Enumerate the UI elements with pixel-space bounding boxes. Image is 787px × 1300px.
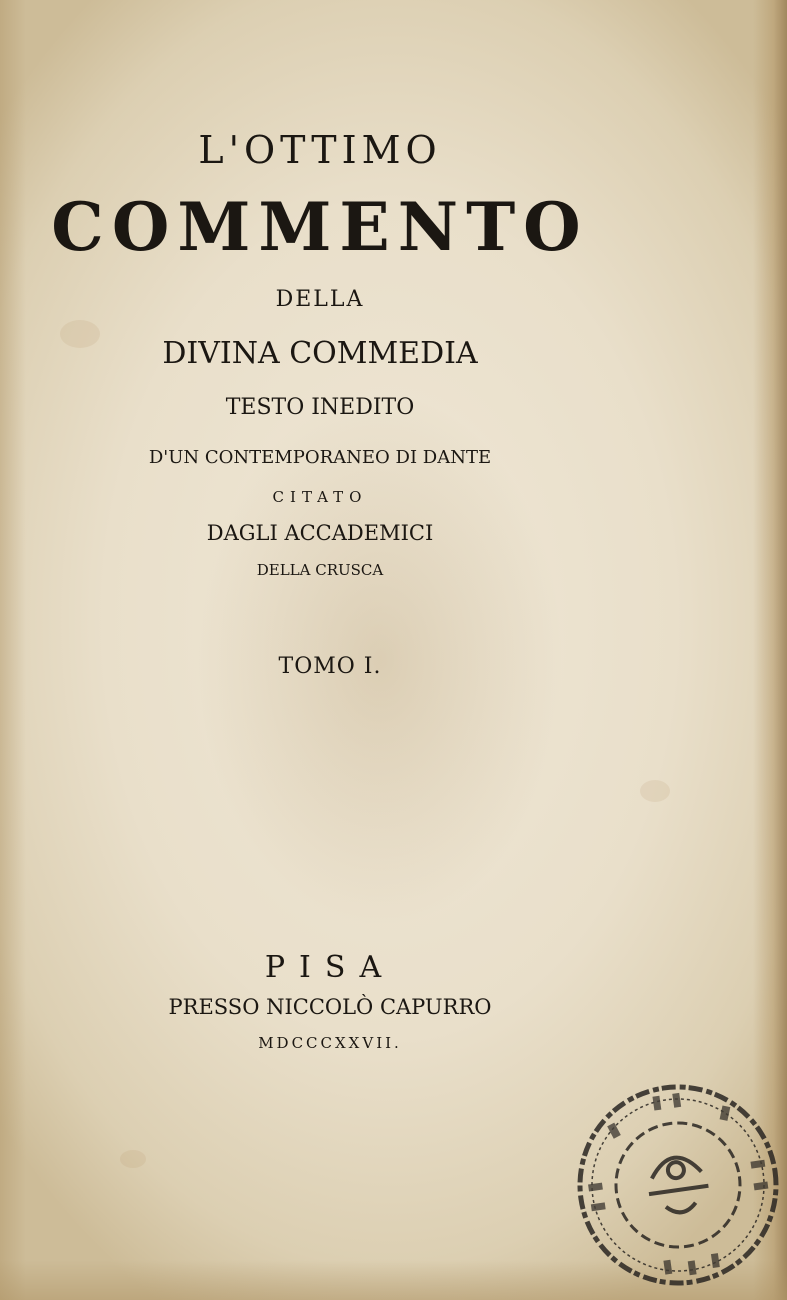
- foxing-spot: [640, 780, 670, 802]
- volume-label: TOMO I.: [278, 654, 382, 679]
- stamp-crest-icon: [644, 1154, 711, 1217]
- subtitle-contemporaneo: D'UN CONTEMPORANEO DI DANTE: [148, 447, 492, 468]
- subtitle-crusca: DELLA CRUSCA: [256, 561, 384, 579]
- subtitle-accademici: DAGLI ACCADEMICI: [206, 521, 434, 545]
- subtitle-testo-inedito: TESTO INEDITO: [225, 395, 415, 420]
- title-line-divina-commedia: DIVINA COMMEDIA: [162, 336, 478, 371]
- subtitle-citato: CITATO: [272, 488, 368, 506]
- imprint-year: MDCCCXXVII.: [258, 1034, 402, 1052]
- title-line-commento: COMMENTO: [51, 188, 589, 266]
- library-stamp: [559, 1066, 787, 1300]
- title-line-della: DELLA: [275, 287, 365, 312]
- imprint-city: PISA: [264, 950, 396, 985]
- title-line-ottimo: L'OTTIMO: [198, 128, 442, 172]
- imprint-printer: PRESSO NICCOLÒ CAPURRO: [168, 995, 492, 1019]
- foxing-spot: [120, 1150, 146, 1168]
